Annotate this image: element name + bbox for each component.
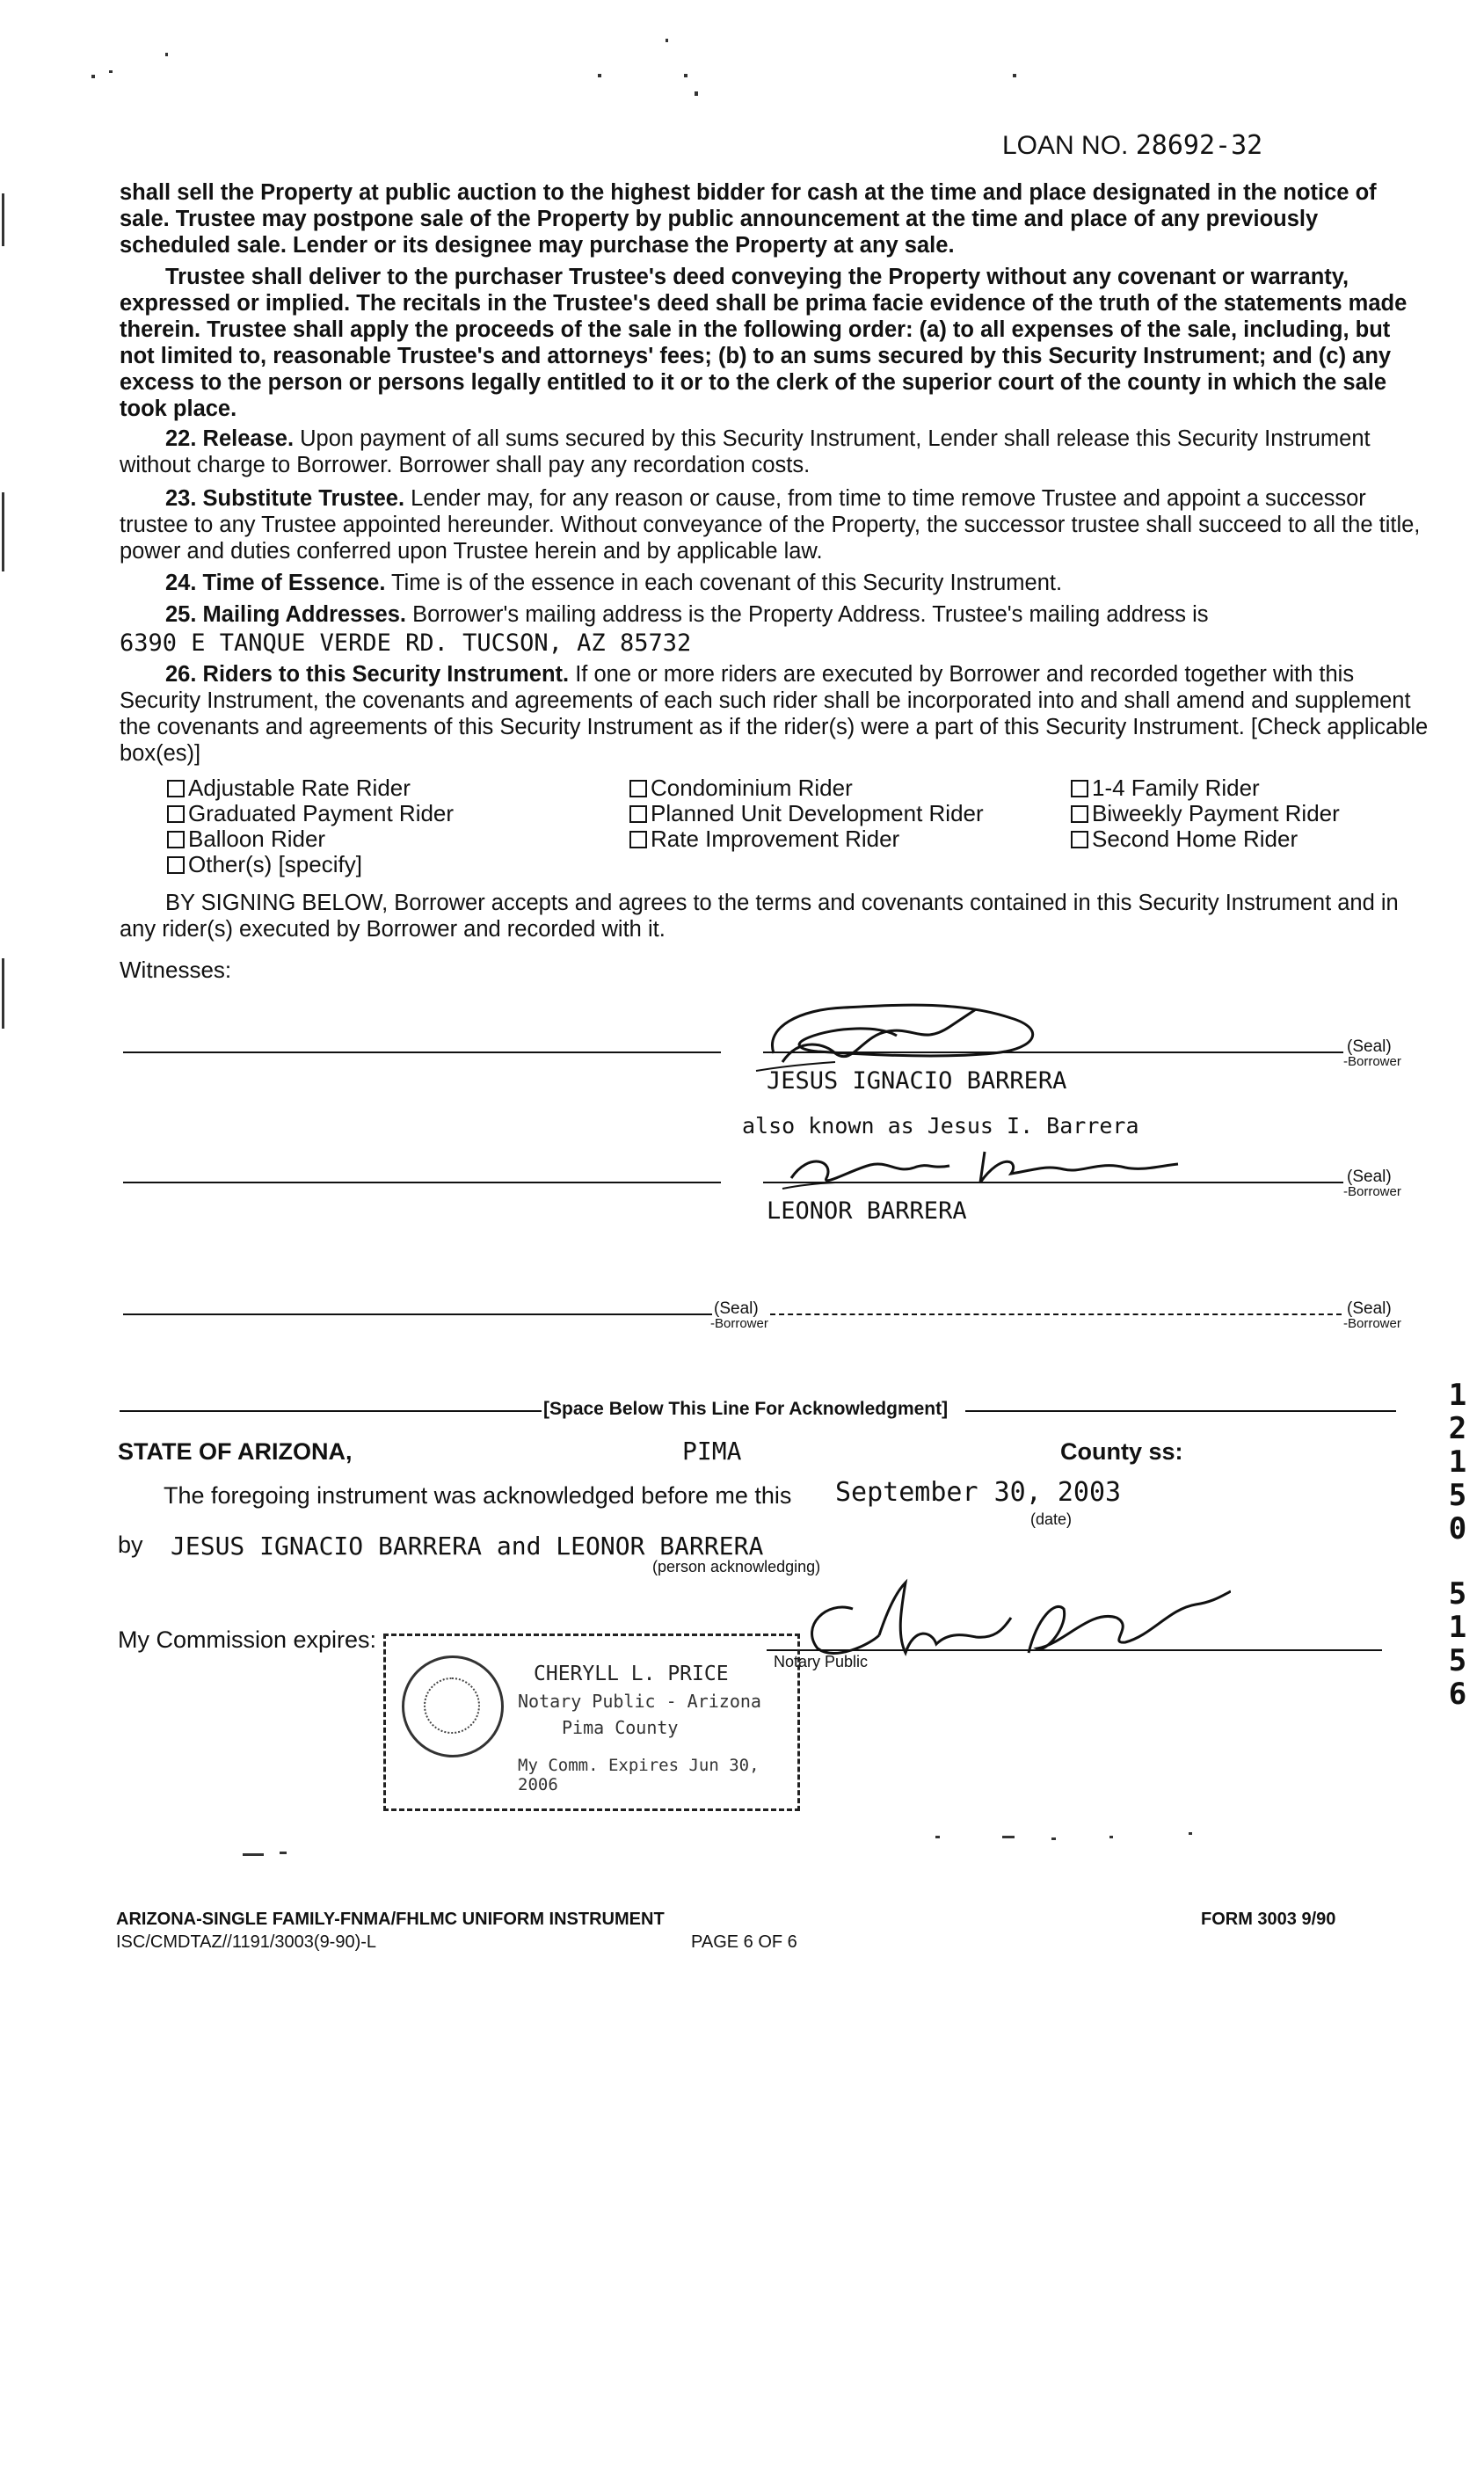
scan-speck	[109, 70, 113, 73]
notary-stamp-county: Pima County	[562, 1717, 679, 1738]
rider-condominium[interactable]	[629, 775, 853, 801]
section-22-release	[120, 426, 1429, 478]
witness-line-2	[123, 1182, 721, 1183]
scan-speck	[1051, 1837, 1056, 1840]
borrower-3-signature-line[interactable]	[123, 1313, 712, 1315]
notary-stamp-title: Notary Public - Arizona	[518, 1691, 761, 1712]
acknowledgment-divider-right	[965, 1410, 1396, 1412]
acknowledgment-text: The foregoing instrument was acknowledged before me this	[164, 1482, 792, 1509]
recording-digit: 6	[1448, 1677, 1467, 1712]
checkbox[interactable]	[1071, 831, 1088, 848]
scan-edge-mark	[2, 193, 4, 246]
checkbox[interactable]	[629, 831, 647, 848]
borrower-2-signature-image	[774, 1134, 1187, 1196]
scan-speck	[91, 75, 95, 78]
rider-label: Second Home Rider	[1092, 826, 1298, 852]
borrower-1-signature-image	[747, 983, 1099, 1080]
rider-biweekly-payment[interactable]	[1071, 801, 1340, 826]
rider-label: Planned Unit Development Rider	[651, 800, 984, 826]
commission-expires-label: My Commission expires:	[118, 1626, 377, 1653]
notary-stamp-name: CHERYLL L. PRICE	[534, 1663, 729, 1685]
scan-speck	[280, 1852, 287, 1854]
recording-digit: 0	[1448, 1511, 1467, 1546]
recording-digit: 5	[1448, 1478, 1467, 1513]
section-26-riders	[120, 661, 1429, 767]
paragraph-sale-text: shall sell the Property at public auction to the highest bidder for cash at the time and place designated in the notice of sale. Trustee may postpone sale of the Property by public announcement at the time and place of any previously scheduled sale. Lender or its designee may purchase the Property at any sale.	[120, 180, 1377, 258]
section-23-heading: 23. Substitute Trustee.	[165, 486, 405, 511]
rider-label: Biweekly Payment Rider	[1092, 800, 1340, 826]
recording-digit: 1	[1448, 1610, 1467, 1645]
scan-speck	[684, 74, 687, 77]
acknowledgment-divider-left	[120, 1410, 542, 1412]
scan-speck	[695, 91, 698, 96]
scan-speck	[1002, 1836, 1015, 1838]
rider-label: Other(s) [specify]	[188, 851, 362, 877]
notary-seal-icon	[402, 1655, 504, 1757]
checkbox[interactable]	[167, 805, 185, 823]
persons-acknowledging: JESUS IGNACIO BARRERA and LEONOR BARRERA	[171, 1532, 764, 1561]
witness-line-1	[123, 1051, 721, 1053]
scan-speck	[1189, 1832, 1192, 1835]
rider-rate-improvement[interactable]	[629, 826, 899, 852]
section-24-text: Time is of the essence in each covenant of this Security Instrument.	[391, 571, 1063, 595]
recording-digit: 2	[1448, 1411, 1467, 1446]
checkbox[interactable]	[167, 831, 185, 848]
loan-number: 28692-32	[1135, 130, 1263, 161]
rider-label: Rate Improvement Rider	[651, 826, 900, 852]
checkbox[interactable]	[629, 780, 647, 797]
borrower-label: -Borrower	[1343, 1054, 1401, 1069]
seal-label: (Seal)	[1347, 1168, 1392, 1186]
notary-signature-image	[774, 1556, 1231, 1670]
recording-digit: 5	[1448, 1576, 1467, 1612]
rider-other[interactable]	[167, 852, 362, 877]
scan-speck	[1013, 74, 1016, 77]
seal-label: (Seal)	[1347, 1299, 1392, 1318]
borrower-label: -Borrower	[710, 1316, 768, 1331]
scan-edge-mark	[2, 958, 4, 1029]
section-23-substitute-trustee	[120, 485, 1429, 564]
form-title: ARIZONA-SINGLE FAMILY-FNMA/FHLMC UNIFORM INSTRUMENT	[116, 1910, 665, 1929]
scan-speck	[243, 1853, 264, 1856]
notary-stamp	[383, 1634, 800, 1811]
paragraph-trustee-deed	[120, 264, 1429, 422]
recording-digit: 5	[1448, 1643, 1467, 1678]
section-26-text: If one or more riders are executed by Borrower and recorded together with this Security Instrument, the covenants and agreements of each such rider shall be incorporated into and shall amend and supplement the covenants and agreements of this Security Instrument as if the rider(s) were a part of this Security Instrument. [Check applicable box(es)]	[120, 662, 1429, 766]
rider-label: Balloon Rider	[188, 826, 326, 852]
rider-label: Adjustable Rate Rider	[188, 775, 411, 801]
acknowledgment-divider-text: [Space Below This Line For Acknowledgment]	[543, 1399, 949, 1419]
person-caption: (person acknowledging)	[652, 1558, 821, 1575]
seal-label: (Seal)	[714, 1299, 759, 1318]
rider-graduated-payment[interactable]	[167, 801, 454, 826]
checkbox[interactable]	[1071, 805, 1088, 823]
paragraph-sale	[120, 179, 1429, 258]
section-26-heading: 26. Riders to this Security Instrument.	[165, 662, 570, 687]
loan-label: LOAN NO.	[1002, 131, 1129, 160]
borrower-1-name: JESUS IGNACIO BARRERA	[767, 1067, 1067, 1095]
form-code: ISC/CMDTAZ//1191/3003(9-90)-L	[116, 1932, 377, 1952]
section-22-heading: 22. Release.	[165, 426, 295, 451]
aka-line: also known as Jesus I. Barrera	[742, 1113, 1139, 1139]
county-ss-label: County ss:	[1060, 1438, 1183, 1465]
trustee-address: 6390 E TANQUE VERDE RD. TUCSON, AZ 85732	[120, 629, 692, 657]
rider-label: Condominium Rider	[651, 775, 853, 801]
rider-second-home[interactable]	[1071, 826, 1298, 852]
seal-label: (Seal)	[1347, 1037, 1392, 1056]
form-number: FORM 3003 9/90	[1201, 1910, 1336, 1929]
acknowledgment-date: September 30, 2003	[835, 1477, 1122, 1508]
checkbox[interactable]	[1071, 780, 1088, 797]
scan-speck	[165, 53, 168, 56]
checkbox[interactable]	[629, 805, 647, 823]
page-number: PAGE 6 OF 6	[691, 1932, 797, 1952]
by-label: by	[118, 1532, 143, 1558]
notary-stamp-expiry: My Comm. Expires Jun 30, 2006	[518, 1756, 760, 1794]
section-23-text: Lender may, for any reason or cause, from time to time remove Trustee and appoint a successor trustee to any Trustee appointed hereunder. Without conveyance of the Property, the successor trustee shall succeed to all the title, power and duties conferred upon Trustee herein and by applicable law.	[120, 486, 1421, 564]
recording-digit: 1	[1448, 1444, 1467, 1480]
checkbox[interactable]	[167, 856, 185, 874]
witnesses-label: Witnesses:	[120, 957, 232, 983]
date-caption: (date)	[1030, 1510, 1073, 1528]
scan-speck	[598, 74, 601, 77]
borrower-label: -Borrower	[1343, 1184, 1401, 1199]
rider-label: Graduated Payment Rider	[188, 800, 455, 826]
borrower-2-name: LEONOR BARRERA	[767, 1197, 967, 1225]
notary-public-label: Notary Public	[774, 1653, 869, 1670]
rider-balloon[interactable]	[167, 826, 325, 852]
scan-speck	[666, 39, 668, 42]
recording-digit: 1	[1448, 1378, 1467, 1413]
section-25-text: Borrower's mailing address is the Property Address. Trustee's mailing address is	[412, 602, 1209, 627]
loan-number-header	[1002, 130, 1262, 161]
rider-1-4-family[interactable]	[1071, 775, 1260, 801]
signing-statement-text: BY SIGNING BELOW, Borrower accepts and agrees to the terms and covenants contained in this Security Instrument and in any rider(s) executed by Borrower and recorded with it.	[120, 891, 1399, 942]
recording-number-stamp	[1442, 1379, 1473, 1711]
signing-statement	[120, 890, 1429, 942]
scan-speck	[935, 1836, 940, 1838]
rider-label: 1-4 Family Rider	[1092, 775, 1260, 801]
scan-speck	[1109, 1836, 1113, 1838]
section-22-text: Upon payment of all sums secured by this Security Instrument, Lender shall release this Security Instrument without charge to Borrower. Borrower shall pay any recordation costs.	[120, 426, 1371, 477]
state-label: STATE OF ARIZONA,	[118, 1438, 353, 1465]
scan-edge-mark	[2, 492, 4, 571]
section-24-heading: 24. Time of Essence.	[165, 571, 386, 595]
section-25-mailing-addresses	[120, 601, 1429, 628]
borrower-4-signature-line[interactable]	[770, 1313, 1342, 1315]
county-name: PIMA	[682, 1437, 742, 1466]
paragraph-trustee-text: Trustee shall deliver to the purchaser Trustee's deed conveying the Property without any covenant or warranty, expressed or implied. The recitals in the Trustee's deed shall be prima facie evidence of the truth of the statements made therein. Trustee shall apply the proceeds of the sale in the following order: (a) to all expenses of the sale, including, but not limited to, reasonable Trustee's and attorneys' fees; (b) to an sums secured by this Security Instrument; and (c) any excess to the person or persons legally entitled to it or to the clerk of the superior court of the county in which the sale took place.	[120, 265, 1408, 421]
rider-planned-unit-development[interactable]	[629, 801, 984, 826]
borrower-label: -Borrower	[1343, 1316, 1401, 1331]
section-24-time-of-essence	[120, 570, 1429, 596]
checkbox[interactable]	[167, 780, 185, 797]
rider-adjustable-rate[interactable]	[167, 775, 411, 801]
section-25-heading: 25. Mailing Addresses.	[165, 602, 406, 627]
